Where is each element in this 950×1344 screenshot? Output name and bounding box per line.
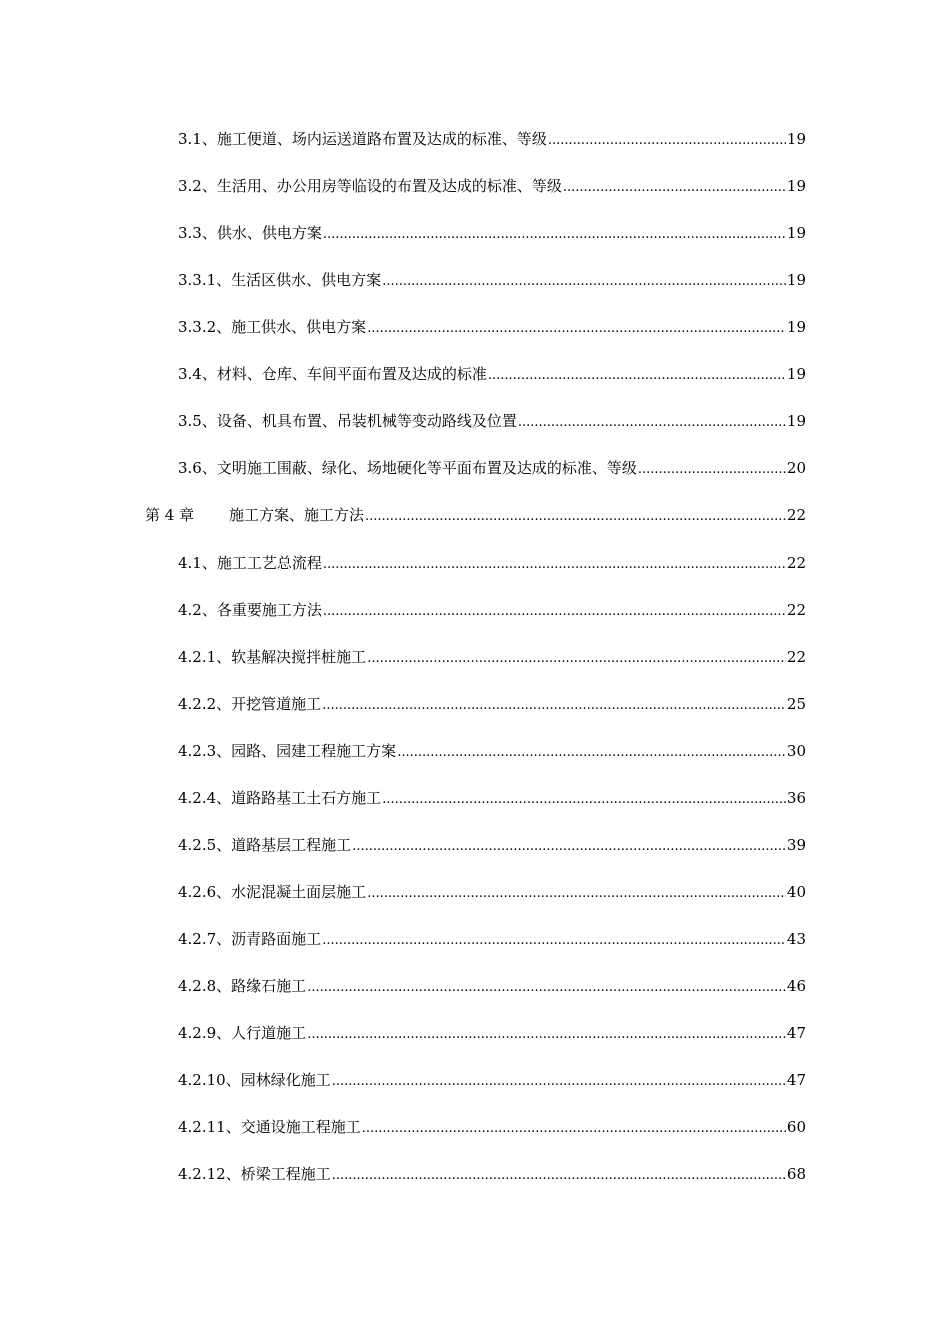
toc-page-number: 19: [786, 412, 806, 430]
toc-dot-leader: [563, 176, 786, 196]
toc-page-number: 39: [786, 836, 806, 854]
toc-page-number: 46: [786, 977, 806, 995]
toc-entry-title: 、桥梁工程施工: [225, 1165, 331, 1183]
toc-entry-title: 、开挖管道施工: [216, 695, 322, 713]
toc-entry-title: 、沥青路面施工: [216, 930, 322, 948]
toc-entry-4-2-9[interactable]: [178, 1019, 806, 1043]
toc-dot-leader: [307, 976, 786, 996]
toc-entry-number: 3.1: [178, 130, 202, 148]
toc-entry-3-3[interactable]: [178, 219, 806, 243]
toc-page-number: 22: [786, 601, 806, 619]
toc-entry-4-2-10[interactable]: [178, 1066, 806, 1090]
toc-entry-title: 、生活用、办公用房等临设的布置及达成的标准、等级: [201, 177, 562, 195]
toc-page-number: 47: [786, 1024, 806, 1042]
toc-entry-3-4[interactable]: [178, 360, 806, 384]
toc-page-number: 60: [786, 1118, 806, 1136]
toc-dot-leader: [322, 929, 786, 949]
toc-page-number: 40: [786, 883, 806, 901]
toc-entry-number: 4.2.12: [178, 1165, 226, 1183]
toc-entry-number: 4.2.6: [178, 883, 217, 901]
toc-entry-4-2-11[interactable]: [178, 1113, 806, 1137]
toc-entry-title: 、园林绿化施工: [225, 1071, 331, 1089]
toc-page-number: 68: [786, 1165, 806, 1183]
toc-entry-4-2-1[interactable]: [178, 643, 806, 667]
toc-page-number: 36: [786, 789, 806, 807]
toc-dot-leader: [323, 553, 786, 573]
toc-entry-title: 、道路基层工程施工: [216, 836, 352, 854]
toc-dot-leader: [307, 1023, 786, 1043]
toc-entry-title: 、道路路基工土石方施工: [216, 789, 382, 807]
toc-dot-leader: [518, 411, 786, 431]
toc-dot-leader: [362, 1117, 786, 1137]
toc-dot-leader: [352, 835, 786, 855]
toc-entry-number: 4.2.10: [178, 1071, 226, 1089]
toc-entry-title: 、人行道施工: [216, 1024, 307, 1042]
toc-entry-title: 、施工工艺总流程: [201, 554, 322, 572]
toc-page-number: 19: [786, 177, 806, 195]
toc-entry-title: 、各重要施工方法: [201, 601, 322, 619]
toc-dot-leader: [323, 223, 786, 243]
toc-dot-leader: [382, 270, 786, 290]
toc-entry-number: 3.6: [178, 459, 202, 477]
toc-entry-title: 、供水、供电方案: [201, 224, 322, 242]
toc-entry-4-2-2[interactable]: [178, 690, 806, 714]
toc-dot-leader: [323, 600, 786, 620]
toc-page-number: 25: [786, 695, 806, 713]
toc-entry-title: 、设备、机具布置、吊装机械等变动路线及位置: [201, 412, 517, 430]
toc-dot-leader: [367, 647, 786, 667]
toc-entry-number: 4.2.11: [178, 1118, 226, 1136]
toc-entry-title: 、交通设施工程施工: [225, 1118, 361, 1136]
toc-entry-number: 3.5: [178, 412, 202, 430]
toc-entry-4-2-4[interactable]: [178, 784, 806, 808]
toc-entry-number: 3.3.1: [178, 271, 217, 289]
toc-entry-4-1[interactable]: [178, 549, 806, 573]
toc-entry-3-1[interactable]: [178, 125, 806, 149]
toc-page-number: 19: [786, 224, 806, 242]
toc-page-number: 22: [786, 506, 806, 524]
toc-entry-title: 施工方案、施工方法: [229, 506, 365, 524]
toc-dot-leader: [397, 741, 786, 761]
toc-entry-number: 4.2.1: [178, 648, 217, 666]
toc-entry-4-2-6[interactable]: [178, 878, 806, 902]
toc-page-number: 30: [786, 742, 806, 760]
toc-entry-title: 、路缘石施工: [216, 977, 307, 995]
toc-entry-4-2-12[interactable]: [178, 1160, 806, 1184]
toc-dot-leader: [548, 129, 786, 149]
toc-entry-number: 4.2.5: [178, 836, 217, 854]
toc-dot-leader: [367, 317, 786, 337]
toc-entry-title: 、园路、园建工程施工方案: [216, 742, 397, 760]
toc-page-number: 47: [786, 1071, 806, 1089]
toc-entry-number: 3.2: [178, 177, 202, 195]
toc-entry-number: 4.2.7: [178, 930, 217, 948]
toc-dot-leader: [332, 1070, 786, 1090]
toc-page-number: 22: [786, 648, 806, 666]
toc-entry-number: 3.3.2: [178, 318, 217, 336]
toc-dot-leader: [488, 364, 786, 384]
toc-page-number: 22: [786, 554, 806, 572]
toc-entry-4-2-7[interactable]: [178, 925, 806, 949]
toc-dot-leader: [332, 1164, 786, 1184]
toc-entry-number: 4.2.3: [178, 742, 217, 760]
toc-entry-number: 4.2.9: [178, 1024, 217, 1042]
toc-entry-number: 3.4: [178, 365, 202, 383]
toc-entry-4-2[interactable]: [178, 596, 806, 620]
toc-chapter-number: 第 4 章: [145, 506, 195, 524]
toc-page-number: 19: [786, 318, 806, 336]
toc-entry-3-5[interactable]: [178, 407, 806, 431]
toc-entry-3-6[interactable]: [178, 454, 806, 478]
toc-entry-title: 、软基解决搅拌桩施工: [216, 648, 367, 666]
toc-dot-leader: [382, 788, 786, 808]
toc-entry-title: 、水泥混凝土面层施工: [216, 883, 367, 901]
toc-entry-4-2-3[interactable]: [178, 737, 806, 761]
toc-entry-title: 、文明施工围蔽、绿化、场地硬化等平面布置及达成的标准、等级: [201, 459, 637, 477]
toc-dot-leader: [638, 458, 786, 478]
toc-entry-3-3-2[interactable]: [178, 313, 806, 337]
toc-page-number: 19: [786, 365, 806, 383]
toc-entry-number: 4.2.2: [178, 695, 217, 713]
toc-dot-leader: [322, 694, 786, 714]
toc-entry-title: 、生活区供水、供电方案: [216, 271, 382, 289]
toc-page-number: 43: [786, 930, 806, 948]
toc-page-number: 19: [786, 271, 806, 289]
toc-dot-leader: [365, 505, 786, 525]
toc-dot-leader: [367, 882, 786, 902]
toc-entry-4-2-5[interactable]: [178, 831, 806, 855]
toc-entry-3-2[interactable]: [178, 172, 806, 196]
toc-entry-title: 、施工供水、供电方案: [216, 318, 367, 336]
toc-entry-number: 3.3: [178, 224, 202, 242]
toc-entry-chapter-4[interactable]: [145, 501, 806, 525]
toc-entry-number: 4.2.8: [178, 977, 217, 995]
toc-entry-number: 4.2: [178, 601, 202, 619]
toc-entry-title: 、材料、仓库、车间平面布置及达成的标准: [201, 365, 487, 383]
toc-page-number: 19: [786, 130, 806, 148]
toc-entry-number: 4.1: [178, 554, 202, 572]
toc-entry-3-3-1[interactable]: [178, 266, 806, 290]
toc-entry-4-2-8[interactable]: [178, 972, 806, 996]
toc-page-number: 20: [786, 459, 806, 477]
toc-entry-number: 4.2.4: [178, 789, 217, 807]
toc-entry-title: 、施工便道、场内运送道路布置及达成的标准、等级: [201, 130, 547, 148]
